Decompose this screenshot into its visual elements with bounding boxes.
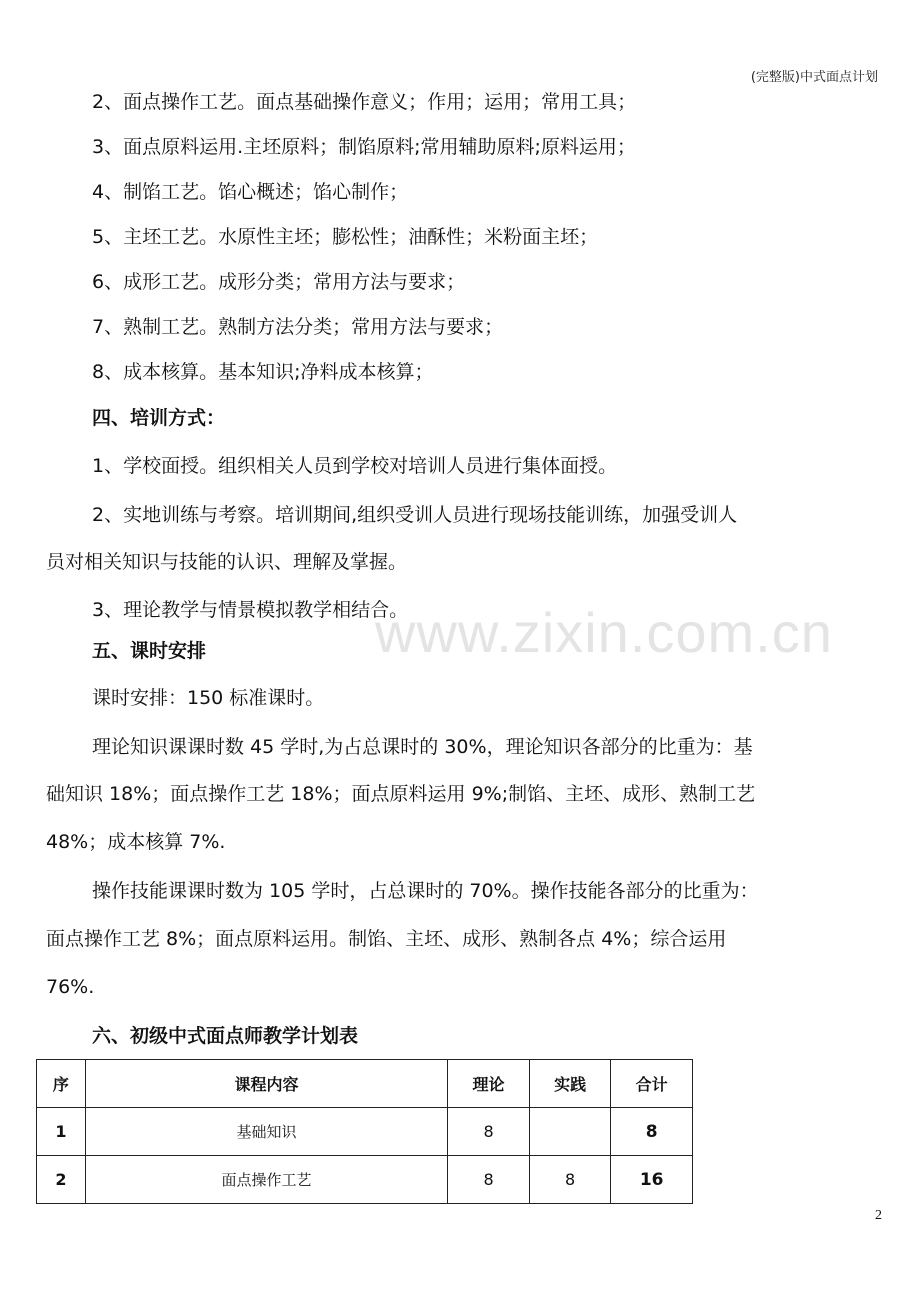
paragraph-line: 课时安排：150 标准课时。 [92,687,325,709]
table-cell [529,1108,611,1156]
column-header: 实践 [529,1060,611,1108]
teaching-plan-table [36,1059,693,1204]
table-header-row [37,1060,693,1108]
list-item: 4、制馅工艺。馅心概述；馅心制作； [92,181,409,203]
section-heading: 五、课时安排 [92,640,207,662]
table-row [37,1108,693,1156]
column-header: 合计 [611,1060,693,1108]
paragraph-line: 面点操作工艺 8%；面点原料运用。制馅、主坯、成形、熟制各点 4%；综合运用 [46,928,727,950]
page-number: 2 [875,1208,882,1223]
table-cell: 8 [611,1108,693,1156]
list-item: 1、学校面授。组织相关人员到学校对培训人员进行集体面授。 [92,455,618,477]
list-item: 8、成本核算。基本知识;净料成本核算； [92,361,434,383]
column-header: 序 [37,1060,86,1108]
table-cell: 1 [37,1108,86,1156]
section-heading: 四、培训方式： [92,407,226,429]
watermark: www.zixin.com.cn [375,601,833,664]
list-item: 2、面点操作工艺。面点基础操作意义；作用；运用；常用工具； [92,91,637,113]
list-item: 3、面点原料运用.主坯原料；制馅原料;常用辅助原料;原料运用； [92,136,636,158]
list-item: 6、成形工艺。成形分类；常用方法与要求； [92,271,466,293]
paragraph-line: 操作技能课课时数为 105 学时，占总课时的 70%。操作技能各部分的比重为： [92,880,759,902]
table-cell: 面点操作工艺 [85,1156,448,1204]
list-item: 3、理论教学与情景模拟教学相结合。 [92,599,409,621]
table-cell: 基础知识 [85,1108,448,1156]
column-header: 课程内容 [85,1060,448,1108]
table-cell: 8 [448,1108,530,1156]
table-cell: 16 [611,1156,693,1204]
paragraph-line: 础知识 18%；面点操作工艺 18%；面点原料运用 9%;制馅、主坯、成形、熟制工艺 [46,783,756,805]
table-title: 六、初级中式面点师教学计划表 [92,1025,359,1047]
page-header: (完整版)中式面点计划 [750,70,878,85]
paragraph-line: 理论知识课课时数 45 学时,为占总课时的 30%，理论知识各部分的比重为：基 [92,736,753,758]
table-cell: 2 [37,1156,86,1204]
paragraph-line: 48%；成本核算 7%. [46,831,226,853]
paragraph-line: 2、实地训练与考察。培训期间,组织受训人员进行现场技能训练，加强受训人 [92,504,738,526]
paragraph-line: 员对相关知识与技能的认识、理解及掌握。 [46,551,408,573]
table-cell: 8 [448,1156,530,1204]
paragraph-line: 76%. [46,976,95,998]
list-item: 7、熟制工艺。熟制方法分类；常用方法与要求； [92,316,504,338]
list-item: 5、主坯工艺。水原性主坯；膨松性；油酥性；米粉面主坯； [92,226,599,248]
table-cell: 8 [529,1156,611,1204]
table-row [37,1156,693,1204]
column-header: 理论 [448,1060,530,1108]
